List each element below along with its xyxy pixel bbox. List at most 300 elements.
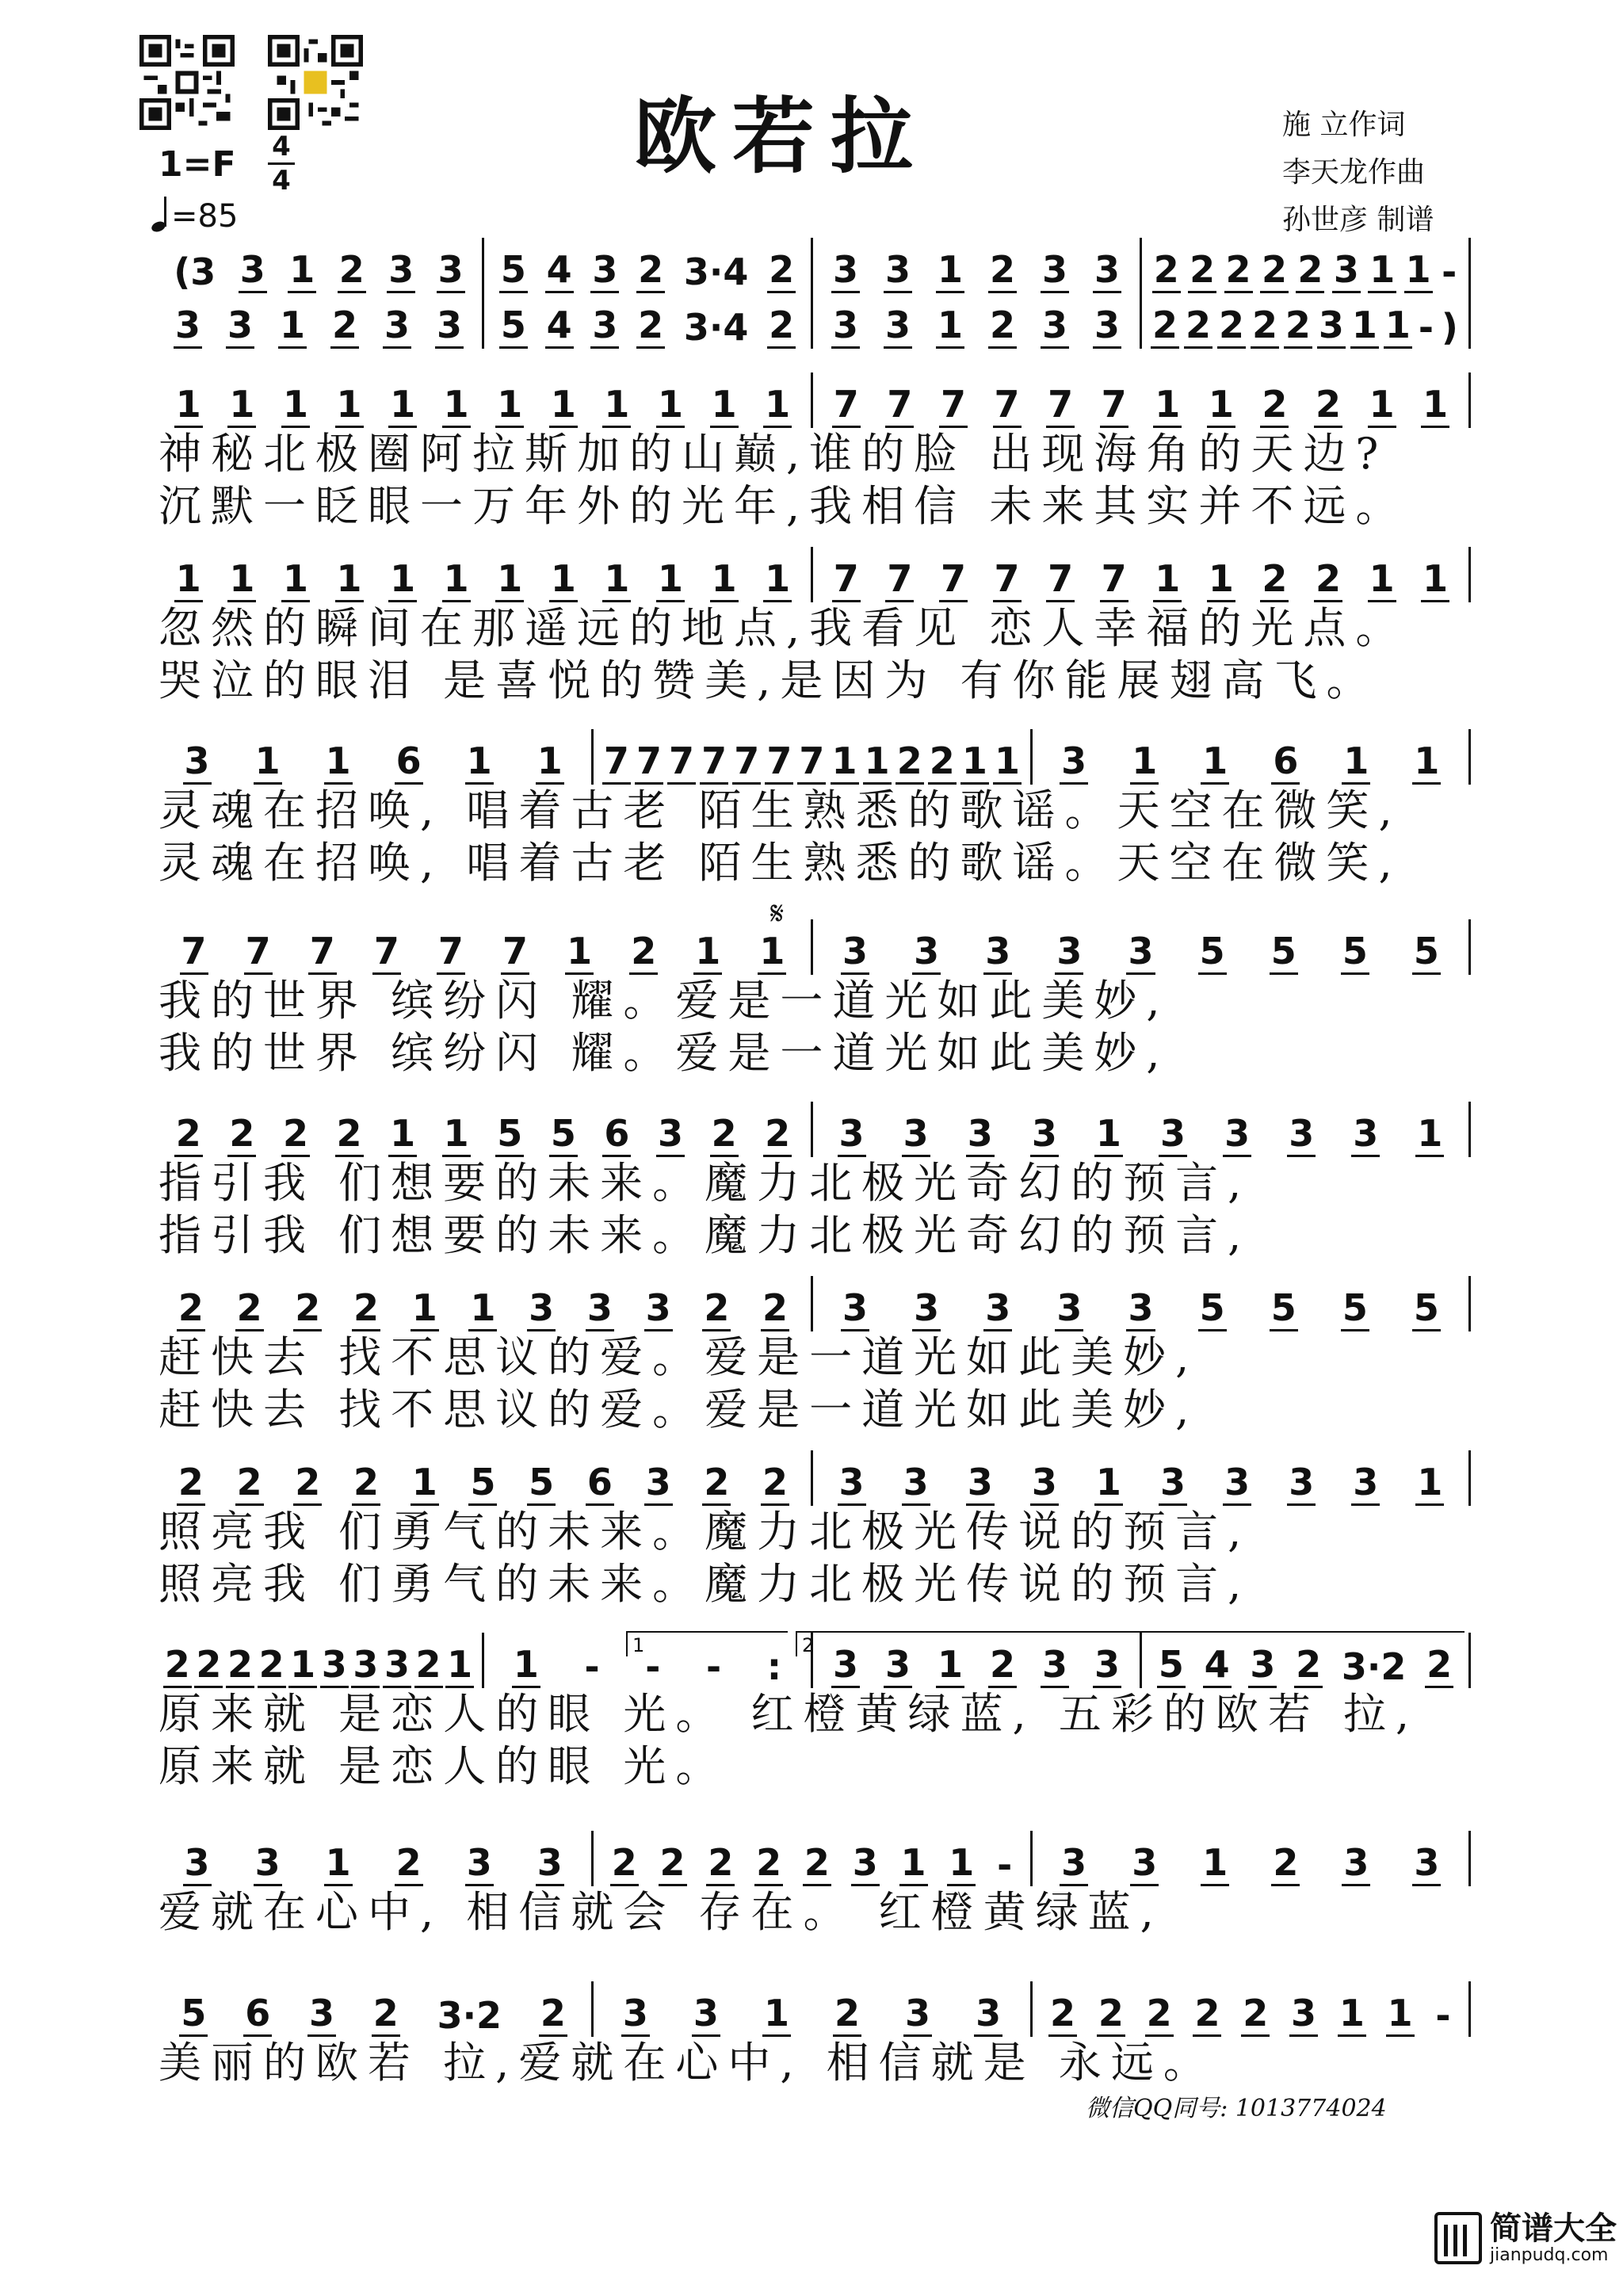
qr-code-left <box>139 35 235 130</box>
quarter-note-icon <box>151 195 171 233</box>
note: 4 <box>545 248 574 293</box>
note: 2 <box>988 248 1017 293</box>
note: 3 <box>1041 304 1069 349</box>
note: 2 <box>702 1461 731 1506</box>
note: 1 <box>936 248 964 293</box>
note: 3 <box>1093 1643 1121 1688</box>
note: 2 <box>1048 1992 1077 2037</box>
note: 7 <box>437 930 465 975</box>
note: 7 <box>832 383 861 428</box>
note: 2 <box>1251 304 1279 349</box>
note: 1 <box>174 383 203 428</box>
note: 3 <box>1130 1841 1159 1886</box>
note: 3 <box>1351 1112 1380 1157</box>
note: 1 <box>947 1841 976 1886</box>
score-system <box>155 1633 1471 1793</box>
note: 3 <box>1093 248 1121 293</box>
measure <box>155 293 484 349</box>
note: 1 <box>1421 557 1449 602</box>
note: 5 <box>1341 930 1369 975</box>
lyric-line: 灵魂在招唤, 唱着古老 陌生熟悉的歌谣。天空在微笑, <box>158 785 1402 835</box>
measure <box>813 1450 1471 1506</box>
note: 1 <box>758 930 786 975</box>
qr-code-right <box>268 35 363 130</box>
lyric-line: 忽然的瞬间在那遥远的地点,我看见 恋人幸福的光点。 <box>158 603 1408 653</box>
note: 6 <box>395 739 423 785</box>
measure <box>813 238 1142 293</box>
note: 3 <box>1342 1841 1370 1886</box>
note: 1 <box>468 1286 497 1331</box>
note: 2 <box>767 304 796 349</box>
note: 5 <box>1198 930 1227 975</box>
note: 1 <box>565 930 594 975</box>
composer-credit: 李天龙作曲 <box>1282 156 1426 189</box>
note: 5 <box>549 1112 578 1157</box>
note: 3 <box>966 1112 995 1157</box>
measure-row <box>155 919 1471 975</box>
note: 2 <box>1152 248 1181 293</box>
measure <box>155 1981 594 2037</box>
note: 3 <box>966 1461 995 1506</box>
note: 7 <box>1046 557 1075 602</box>
site-logo <box>1434 2211 1617 2265</box>
note: 7 <box>885 557 914 602</box>
note: 1 <box>281 383 310 428</box>
note: 3 <box>590 248 619 293</box>
lyric-line: 沉默一眨眼一万年外的光年,我相信 未来其实并不远。 <box>158 481 1408 531</box>
note: 5 <box>1412 930 1441 975</box>
note: 3 <box>590 304 619 349</box>
note: 1 <box>993 739 1022 785</box>
note: 1 <box>278 304 307 349</box>
note: 1 <box>1421 383 1449 428</box>
note: - <box>1442 250 1457 293</box>
note: 2 <box>227 1112 256 1157</box>
note: 2 <box>928 739 957 785</box>
note: 3 <box>1412 1841 1441 1886</box>
note: - <box>997 1843 1013 1886</box>
note: 3 <box>586 1286 614 1331</box>
note: 1 <box>445 1643 474 1688</box>
note: 2 <box>338 248 366 293</box>
measure <box>594 729 1032 785</box>
note: 7 <box>244 930 273 975</box>
note: 3 <box>621 1992 650 2037</box>
measure <box>155 238 484 293</box>
note: 2 <box>803 1841 831 1886</box>
note: 5 <box>527 1461 556 1506</box>
note: 7 <box>180 930 208 975</box>
lyric-line: 原来就 是恋人的眼 光。 <box>158 1741 728 1791</box>
note: 4 <box>1203 1643 1232 1688</box>
note: 1 <box>656 557 685 602</box>
score-system <box>155 1102 1471 1262</box>
lyric-line: 哭泣的眼泪 是喜悦的赞美,是因为 有你能展翅高飞。 <box>158 655 1379 705</box>
note: 7 <box>797 739 826 785</box>
measure-row <box>155 1276 1471 1331</box>
note: 2 <box>754 1841 783 1886</box>
note: ) <box>1441 306 1458 349</box>
note: 2 <box>163 1643 192 1688</box>
score-system <box>155 372 1471 533</box>
measure-row <box>155 729 1471 785</box>
note: 1 <box>936 304 964 349</box>
note: 3 <box>903 1992 932 2037</box>
note: 2 <box>235 1286 264 1331</box>
note: 1 <box>1207 557 1235 602</box>
note: 5 <box>1341 1286 1369 1331</box>
measure <box>155 1450 813 1506</box>
note: 1 <box>763 557 792 602</box>
measure <box>155 372 813 428</box>
note: 2 <box>1151 304 1179 349</box>
note: 3 <box>437 248 465 293</box>
note: 3 <box>831 304 860 349</box>
note: 6 <box>602 1112 631 1157</box>
note: 3 <box>884 1643 912 1688</box>
measure <box>1033 1831 1471 1886</box>
lyric-line: 原来就 是恋人的眼 光。 红橙黄绿蓝, 五彩的欧若 拉, <box>158 1689 1419 1739</box>
lyric-line: 我的世界 缤纷闪 耀。爱是一道光如此美妙, <box>158 976 1170 1026</box>
lyric-line: 赶快去 找不思议的爱。爱是一道光如此美妙, <box>158 1332 1199 1382</box>
note: 1 <box>1207 383 1235 428</box>
note: 7 <box>635 739 663 785</box>
measure <box>813 1276 1471 1331</box>
note: 3 <box>1287 1112 1316 1157</box>
measure <box>1142 293 1471 349</box>
note: 3 <box>831 1643 860 1688</box>
note: 1 <box>388 557 417 602</box>
note: 1 <box>549 557 578 602</box>
note: 2 <box>1097 1992 1125 2037</box>
note: 2 <box>659 1841 687 1886</box>
note: 3 <box>226 304 254 349</box>
note: 7 <box>939 557 968 602</box>
note: 1 <box>411 1461 439 1506</box>
note: 3 <box>465 1841 494 1886</box>
note: - <box>1418 306 1434 349</box>
note: 1 <box>831 739 859 785</box>
note: 2 <box>610 1841 639 1886</box>
note: 2 <box>395 1841 423 1886</box>
note: 1 <box>1368 248 1396 293</box>
note: 3 <box>841 1286 869 1331</box>
note: 1 <box>174 557 203 602</box>
measure-row <box>155 1831 1471 1886</box>
note: 1 <box>710 383 739 428</box>
note: - <box>706 1645 722 1688</box>
song-title: 欧若拉 <box>634 87 930 185</box>
contact-info: 微信QQ同号: 1013774024 <box>1086 2095 1387 2122</box>
volta-1: 1 <box>626 1631 788 1656</box>
note: 3 <box>1055 930 1083 975</box>
note: 1 <box>1386 1992 1415 2037</box>
note: 2 <box>636 304 665 349</box>
key-signature: 1=F <box>158 144 236 185</box>
note: 7 <box>667 739 696 785</box>
lyricist-credit: 施 立作词 <box>1282 109 1406 141</box>
note: 3 <box>644 1286 673 1331</box>
note: 3 <box>1060 739 1088 785</box>
note: 2 <box>293 1286 322 1331</box>
note: 1 <box>1368 383 1396 428</box>
measure <box>155 1831 594 1886</box>
measure <box>813 372 1471 428</box>
note: 1 <box>324 1841 353 1886</box>
note: 2 <box>1241 1992 1270 2037</box>
note: 7 <box>993 557 1022 602</box>
note: 1 <box>1153 383 1182 428</box>
note: 1 <box>602 383 631 428</box>
note: 2 <box>636 248 665 293</box>
note: 1 <box>1094 1461 1123 1506</box>
note: 1 <box>763 383 792 428</box>
note: 3 <box>644 1461 673 1506</box>
note: (3 <box>174 250 216 293</box>
note: 3 <box>838 1461 866 1506</box>
note: 3 <box>1060 1841 1088 1886</box>
note: 7 <box>832 557 861 602</box>
measure <box>594 1981 1032 2037</box>
note: 7 <box>1100 557 1128 602</box>
note: 1 <box>936 1643 964 1688</box>
note: 2 <box>258 1643 286 1688</box>
measure <box>155 1633 484 1688</box>
note: 1 <box>495 383 524 428</box>
score-system <box>155 919 1471 1079</box>
note: 5 <box>468 1461 497 1506</box>
lyric-line: 灵魂在招唤, 唱着古老 陌生熟悉的歌谣。天空在微笑, <box>158 838 1402 888</box>
note: 5 <box>1157 1643 1186 1688</box>
note: 1 <box>960 739 989 785</box>
note: 5 <box>179 1992 208 2037</box>
note: 7 <box>885 383 914 428</box>
note: 3 <box>912 1286 941 1331</box>
measure <box>1033 729 1471 785</box>
note: 3 <box>884 248 912 293</box>
lyric-line: 指引我 们想要的未来。魔力北极光奇幻的预言, <box>158 1158 1251 1208</box>
note: 1 <box>1404 248 1433 293</box>
lyric-line: 照亮我 们勇气的未来。魔力北极光传说的预言, <box>158 1559 1251 1609</box>
lyric-line: 照亮我 们勇气的未来。魔力北极光传说的预言, <box>158 1507 1251 1557</box>
note: 1 <box>442 557 471 602</box>
note: 1 <box>254 739 282 785</box>
note: 1 <box>1415 1112 1444 1157</box>
volta-2: 2 <box>796 1631 1465 1656</box>
note: 2 <box>330 304 359 349</box>
note: 2 <box>1224 248 1253 293</box>
measure-row <box>155 547 1471 602</box>
note: 3 <box>1287 1461 1316 1506</box>
note: 3 <box>383 304 411 349</box>
measure <box>484 293 813 349</box>
piano-keys-icon <box>1434 2212 1482 2264</box>
note: 2 <box>1296 248 1324 293</box>
lyric-line: 指引我 们想要的未来。魔力北极光奇幻的预言, <box>158 1210 1251 1260</box>
score-system <box>155 547 1471 707</box>
note: 2 <box>988 1643 1017 1688</box>
note: 3 <box>1030 1112 1059 1157</box>
note: 3 <box>1126 1286 1155 1331</box>
lyric-line: 赶快去 找不思议的爱。爱是一道光如此美妙, <box>158 1385 1199 1435</box>
lyric-line: 美丽的欧若 拉,爱就在心中, 相信就是 永远。 <box>158 2038 1216 2088</box>
measure <box>155 1276 813 1331</box>
note: 2 <box>1425 1643 1453 1688</box>
note: 1 <box>656 383 685 428</box>
note: 1 <box>549 383 578 428</box>
note: 5 <box>499 248 528 293</box>
note: 3 <box>692 1992 720 2037</box>
note: 1 <box>602 557 631 602</box>
note: 3 <box>1126 930 1155 975</box>
note: 2 <box>896 739 924 785</box>
segno-sign: 𝄋 <box>770 896 785 932</box>
note: 1 <box>411 1286 439 1331</box>
note: 1 <box>495 557 524 602</box>
score-system <box>155 1831 1471 1939</box>
note: 1 <box>899 1841 928 1886</box>
measure <box>155 1102 813 1157</box>
note: 1 <box>536 739 564 785</box>
note: 3 <box>1351 1461 1380 1506</box>
measure <box>813 1102 1471 1157</box>
note: 3 <box>254 1841 282 1886</box>
note: 1 <box>1368 557 1396 602</box>
note: 2 <box>1260 383 1289 428</box>
note: 3 <box>841 930 869 975</box>
note: 5 <box>1198 1286 1227 1331</box>
measure <box>484 238 813 293</box>
note: 2 <box>702 1286 731 1331</box>
note: 5 <box>1270 1286 1298 1331</box>
note: 2 <box>293 1461 322 1506</box>
note: 1 <box>335 557 364 602</box>
note: 1 <box>1201 1841 1229 1886</box>
note: 3 <box>656 1112 685 1157</box>
note: 6 <box>243 1992 272 2037</box>
note: 2 <box>706 1841 735 1886</box>
note: 3 <box>1223 1461 1251 1506</box>
note: 1 <box>1350 304 1379 349</box>
measure-row <box>155 1102 1471 1157</box>
note: 3 <box>307 1992 336 2037</box>
note: 2 <box>1294 1643 1323 1688</box>
logo-text: 简谱大全 <box>1490 2210 1617 2247</box>
note: 2 <box>1271 1841 1300 1886</box>
note: 1 <box>442 1112 471 1157</box>
note: 2 <box>763 1112 792 1157</box>
note: 3 <box>1332 248 1361 293</box>
note: 6 <box>1271 739 1300 785</box>
note: 1 <box>762 1992 791 2037</box>
note: 1 <box>1338 1992 1366 2037</box>
measure <box>1033 1981 1471 2037</box>
note: 2 <box>1314 557 1342 602</box>
score-system <box>155 1276 1471 1436</box>
note: 3 <box>1317 304 1346 349</box>
note: 2 <box>988 304 1017 349</box>
note: 3 <box>320 1643 349 1688</box>
measure <box>813 547 1471 602</box>
note: 2 <box>1184 304 1212 349</box>
note: 3 <box>174 304 202 349</box>
note: 3 <box>383 1643 411 1688</box>
lyric-line: 我的世界 缤纷闪 耀。爱是一道光如此美妙, <box>158 1028 1170 1078</box>
note: 3 <box>902 1112 930 1157</box>
measure <box>155 547 813 602</box>
note: 3 <box>838 1112 866 1157</box>
score-system <box>155 1981 1471 2089</box>
note: 1 <box>863 739 892 785</box>
note: 3 <box>1223 1112 1251 1157</box>
note: 7 <box>372 930 401 975</box>
note: 7 <box>700 739 728 785</box>
lyric-line: 爱就在心中, 相信就会 存在。 红橙黄绿蓝, <box>158 1887 1163 1937</box>
note: 3 <box>851 1841 880 1886</box>
note: 3·4 <box>683 250 749 293</box>
note: 3 <box>974 1992 1002 2037</box>
measure-row <box>155 372 1471 428</box>
transcriber-credit: 孙世彦 制谱 <box>1282 204 1434 236</box>
note: 2 <box>1314 383 1342 428</box>
measure <box>813 919 1471 975</box>
tempo-marking: =85 <box>151 195 238 235</box>
note: 1 <box>335 383 364 428</box>
note: 2 <box>1145 1992 1174 2037</box>
note: 1 <box>388 1112 417 1157</box>
note: 3 <box>387 248 415 293</box>
note: 7 <box>993 383 1022 428</box>
note: 2 <box>1193 1992 1221 2037</box>
note: 1 <box>227 557 256 602</box>
note: 3 <box>1289 1992 1318 2037</box>
time-signature: 4 4 <box>268 133 295 194</box>
note: 1 <box>1412 739 1441 785</box>
note: 3·4 <box>683 306 749 349</box>
note: 1 <box>693 930 722 975</box>
note: 2 <box>352 1461 380 1506</box>
note: 7 <box>939 383 968 428</box>
note: 3 <box>239 248 267 293</box>
note: 5 <box>1270 930 1298 975</box>
note: 3 <box>183 739 212 785</box>
measure <box>155 919 813 975</box>
note: 5 <box>495 1112 524 1157</box>
note: 1 <box>1153 557 1182 602</box>
note: 3 <box>912 930 941 975</box>
note: 2 <box>767 248 796 293</box>
note: 2 <box>1260 248 1289 293</box>
note: 3 <box>435 304 464 349</box>
note: 3·2 <box>1341 1645 1407 1688</box>
note: : <box>766 1645 782 1688</box>
note: 1 <box>1342 739 1370 785</box>
note: 1 <box>324 739 353 785</box>
note: 1 <box>710 557 739 602</box>
note: 3 <box>1030 1461 1059 1506</box>
note: 3 <box>1041 248 1069 293</box>
note: - <box>1435 1994 1451 2037</box>
note: 1 <box>442 383 471 428</box>
note: 3 <box>1055 1286 1083 1331</box>
note: 3 <box>536 1841 564 1886</box>
note: 1 <box>1384 304 1412 349</box>
note: 2 <box>335 1112 364 1157</box>
note: 3 <box>902 1461 930 1506</box>
note: 3 <box>183 1841 212 1886</box>
note: 2 <box>1188 248 1216 293</box>
note: 2 <box>372 1992 400 2037</box>
